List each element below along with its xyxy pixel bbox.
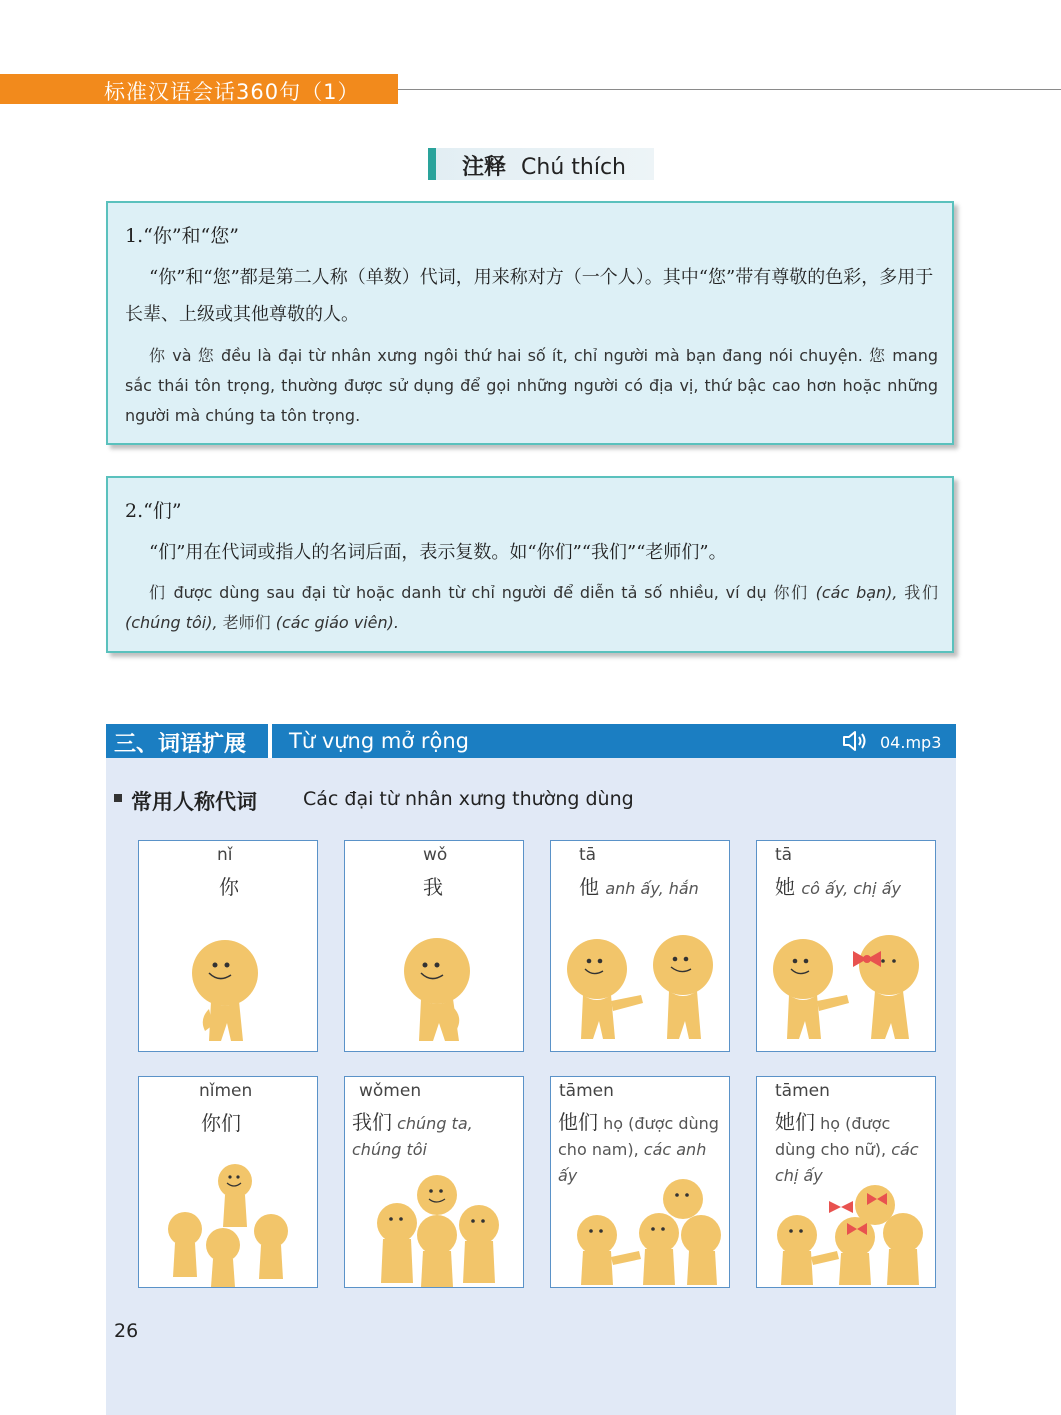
- note-title-2: 2.“们”: [125, 500, 182, 522]
- smiley-group-illustration: [139, 1077, 318, 1288]
- pronoun-card-ta-male: [550, 840, 730, 1052]
- note-box-1: [106, 201, 954, 445]
- note-vi-2: [125, 578, 938, 638]
- book-title: 标准汉语会话360句（1）: [104, 80, 360, 104]
- card-pinyin: tā: [775, 845, 793, 865]
- smiley-figures-illustration: [551, 841, 730, 1052]
- pronoun-card-women: [344, 1076, 524, 1288]
- note-vi-2-part2-em: (chúng tôi),: [125, 613, 218, 632]
- speaker-icon[interactable]: [842, 730, 870, 752]
- note-box-2: [106, 476, 954, 653]
- note-vi-1: 你 và 您 đều là đại từ nhân xưng ngôi thứ hai số ít, chỉ người mà bạn đang nói chuyện. 您 mang sắc thái tôn trọng, thường được sử dụng để gọi những người có địa vị, thứ bậc cao hơn hoặc những người mà chúng ta tôn trọng.: [125, 346, 938, 425]
- card-hanzi: 我: [423, 875, 443, 899]
- pronoun-card-ta-female: [756, 840, 936, 1052]
- smiley-figure-illustration: [345, 841, 524, 1052]
- header-divider: [398, 89, 1061, 90]
- card-gloss-plain: họ (được dùng cho nữ),: [775, 1114, 891, 1159]
- smiley-figures-illustration: [757, 841, 936, 1052]
- card-pinyin: nǐ: [217, 845, 233, 865]
- note-vi-2-part1: 们 được dùng sau đại từ hoặc danh từ chỉ người để diễn tả số nhiều, ví dụ 你们: [149, 583, 809, 602]
- vocab-heading-vi: Từ vựng mở rộng: [289, 729, 469, 753]
- note-vi-2-part3-em: (các giáo viên).: [275, 613, 399, 632]
- pronoun-card-ni: [138, 840, 318, 1052]
- card-hanzi: 他们: [558, 1110, 598, 1134]
- note-vi-2-part1-em: (các bạn),: [815, 583, 898, 602]
- card-hanzi: 他: [579, 875, 599, 899]
- card-gloss: các anh ấy: [558, 1140, 707, 1185]
- note-zh-1: “你”和“您”都是第二人称（单数）代词，用来称对方（一个人）。其中“您”带有尊敬的色彩，多用于长辈、上级或其他尊敬的人。: [125, 267, 934, 325]
- card-hanzi: 她: [775, 875, 795, 899]
- card-pinyin: tāmen: [559, 1081, 614, 1101]
- card-gloss: các chị ấy: [775, 1140, 919, 1185]
- card-gloss: cô ấy, chị ấy: [801, 879, 901, 898]
- subheading-bullet: [114, 794, 122, 802]
- card-pinyin: wǒmen: [359, 1081, 422, 1101]
- card-hanzi: 你们: [201, 1111, 241, 1135]
- card-hanzi: 你: [219, 875, 239, 899]
- notes-heading-accent: [428, 148, 436, 180]
- note-title-1: 1.“你”和“您”: [125, 225, 239, 247]
- vocab-heading-zh: 三、词语扩展: [114, 732, 247, 757]
- pronoun-card-nimen: [138, 1076, 318, 1288]
- subheading-zh: 常用人称代词: [131, 790, 257, 814]
- card-hanzi: 我们: [352, 1110, 392, 1134]
- page-number: 26: [114, 1320, 139, 1342]
- audio-file-label[interactable]: 04.mp3: [880, 733, 942, 752]
- card-pinyin: wǒ: [423, 845, 448, 865]
- card-hanzi: 她们: [775, 1110, 815, 1134]
- card-gloss: chúng ta, chúng tôi: [352, 1114, 473, 1159]
- pronoun-card-tamen-male: [550, 1076, 730, 1288]
- note-zh-2: “们”用在代词或指人的名词后面，表示复数。如“你们”“我们”“老师们”。: [149, 542, 727, 563]
- pronoun-card-wo: [344, 840, 524, 1052]
- card-gloss: anh ấy, hắn: [605, 879, 699, 898]
- card-pinyin: tāmen: [775, 1081, 830, 1101]
- card-pinyin: nǐmen: [199, 1081, 253, 1101]
- smiley-group-illustration: [757, 1077, 936, 1288]
- note-vi-2-part3: 老师们: [222, 613, 271, 632]
- notes-heading-zh: 注释: [462, 155, 507, 180]
- notes-heading-vi: Chú thích: [521, 155, 626, 180]
- notes-heading: [462, 150, 626, 181]
- smiley-figure-illustration: [139, 841, 318, 1052]
- note-vi-2-part2: 我们: [904, 583, 938, 602]
- pronoun-card-tamen-female: [756, 1076, 936, 1288]
- card-gloss-plain: họ (được dùng cho nam),: [558, 1114, 719, 1159]
- smiley-group-illustration: [345, 1077, 524, 1288]
- subheading-vi: Các đại từ nhân xưng thường dùng: [303, 788, 634, 810]
- card-pinyin: tā: [579, 845, 597, 865]
- smiley-group-illustration: [551, 1077, 730, 1288]
